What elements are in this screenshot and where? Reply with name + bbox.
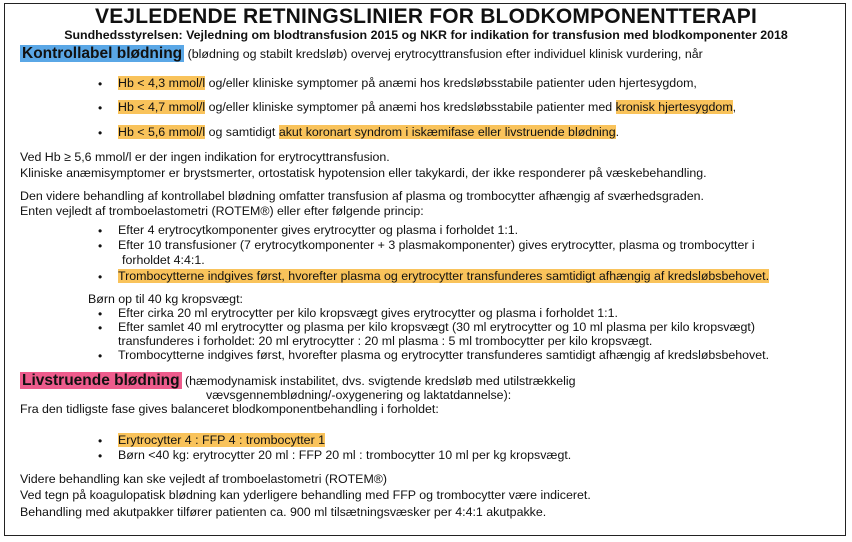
bullet-icon: • — [98, 349, 103, 363]
bullet-icon: • — [98, 321, 103, 335]
lifethreatening-intro: Fra den tidligste fase gives balanceret blodkomponentbehandling i forholdet: — [20, 402, 439, 416]
bullet-icon: • — [98, 307, 103, 321]
bullet-icon: • — [98, 77, 103, 91]
list-item: Efter samlet 40 ml erytrocytter og plasma per kilo kropsvægt (30 ml erytrocytter og 10 ml plasma per kilo kropsvægt) — [118, 320, 755, 334]
controllable-heading: Kontrollabel blødning — [22, 45, 183, 62]
list-item — [118, 433, 325, 448]
bullet-icon: • — [98, 449, 103, 463]
lifethreatening-heading-rest: (hæmodynamisk instabilitet, dvs. svigtende kredsløb med utilstrækkelig — [181, 374, 576, 388]
page-title: VEJLEDENDE RETNINGSLINIER FOR BLODKOMPONENTTERAPI — [94, 5, 757, 28]
page-subtitle: Sundhedsstyrelsen: Vejledning om blodtransfusion 2015 og NKR for indikation for transfusion med blodkomponenter 2018 — [64, 28, 788, 42]
lifethreatening-heading-rest-2: vævsgennemblødning/-oxygenering og laktatdannelse): — [206, 388, 512, 402]
list-item: Hb < 4,3 mmol/l og/eller kliniske symptomer på anæmi hos kredsløbsstabile patienter uden hjertesygdom, — [118, 76, 697, 90]
list-item — [118, 269, 769, 284]
bullet-icon: • — [98, 126, 103, 140]
children-heading: Børn op til 40 kg kropsvægt: — [88, 292, 243, 306]
lifethreatening-heading-line — [20, 373, 576, 389]
symptoms-text: Kliniske anæmisymptomer er brystsmerter, ortostatisk hypotension eller takykardi, der ikke responderer på væskebehandling. — [20, 166, 707, 180]
list-item: Trombocytterne indgives først, hvorefter plasma og erytrocytter transfunderes samtidigt afhængig af kredsløbsbehovet. — [118, 348, 770, 362]
hb-threshold-highlight: Hb < 5,6 mmol/l — [118, 125, 206, 139]
ratio-highlight: Erytrocytter 4 : FFP 4 : trombocytter 1 — [118, 433, 326, 447]
closing-text: Behandling med akutpakker tilfører patienten ca. 900 ml tilsætningsvæsker per 4:4:1 akutpakke. — [20, 505, 547, 519]
condition-highlight: kronisk hjertesygdom — [615, 100, 733, 114]
list-item: Efter cirka 20 ml erytrocytter per kilo kropsvægt gives erytrocytter og plasma i forholdet 1:1. — [118, 306, 618, 320]
list-item: Hb < 5,6 mmol/l og samtidigt akut koronart syndrom i iskæmifase eller livstruende blødning. — [118, 125, 620, 139]
platelet-order-highlight: Trombocytterne indgives først, hvorefter plasma og erytrocytter transfunderes samtidigt afhængig af kredsløbsbehovet. — [118, 269, 770, 283]
hb-threshold-highlight: Hb < 4,7 mmol/l — [118, 100, 206, 114]
list-item: Efter 10 transfusioner (7 erytrocytkomponenter + 3 plasmakomponenter) gives erytrocytter, plasma og trombocytter i — [118, 238, 755, 252]
bullet-icon: • — [98, 239, 103, 253]
controllable-heading-rest: (blødning og stabilt kredsløb) overvej erytrocyttransfusion efter individuel klinisk vurdering, når — [184, 47, 703, 61]
bullet-icon: • — [98, 224, 103, 238]
list-item: Efter 4 erytrocytkomponenter gives erytrocytter og plasma i forholdet 1:1. — [118, 223, 519, 237]
list-item: Hb < 4,7 mmol/l og/eller kliniske symptomer på anæmi hos kredsløbsstabile patienter med kronisk hjertesygdom, — [118, 100, 737, 114]
closing-text: Ved tegn på koagulopatisk blødning kan yderligere behandling med FFP og trombocytter være indiceret. — [20, 488, 591, 502]
principle-intro-text: Enten vejledt af tromboelastometri (ROTEM®) eller efter følgende princip: — [20, 204, 424, 218]
closing-text: Videre behandling kan ske vejledt af tromboelastometri (ROTEM®) — [20, 472, 388, 486]
list-item: Børn <40 kg: erytrocytter 20 ml : FFP 20 ml : trombocytter 10 ml per kg kropsvægt. — [118, 448, 572, 462]
controllable-heading-line — [20, 46, 703, 62]
bullet-icon: • — [98, 101, 103, 115]
bullet-icon: • — [98, 270, 103, 284]
further-treatment-text: Den videre behandling af kontrollabel blødning omfatter transfusion af plasma og trombocytter afhængig af sværhedsgraden. — [20, 189, 704, 203]
list-item-continuation: forholdet 4:4:1. — [122, 253, 205, 267]
list-item-continuation: transfunderes i forholdet: 20 ml erytrocytter : 20 ml plasma : 5 ml trombocytter per kilo kropsvægt. — [118, 334, 653, 348]
condition-highlight: akut koronart syndrom i iskæmifase eller livstruende blødning — [278, 125, 616, 139]
lifethreatening-heading: Livstruende blødning — [22, 372, 180, 389]
hb-threshold-highlight: Hb < 4,3 mmol/l — [118, 76, 206, 90]
no-indication-text: Ved Hb ≥ 5,6 mmol/l er der ingen indikation for erytrocyttransfusion. — [20, 150, 390, 164]
bullet-icon: • — [98, 434, 103, 448]
